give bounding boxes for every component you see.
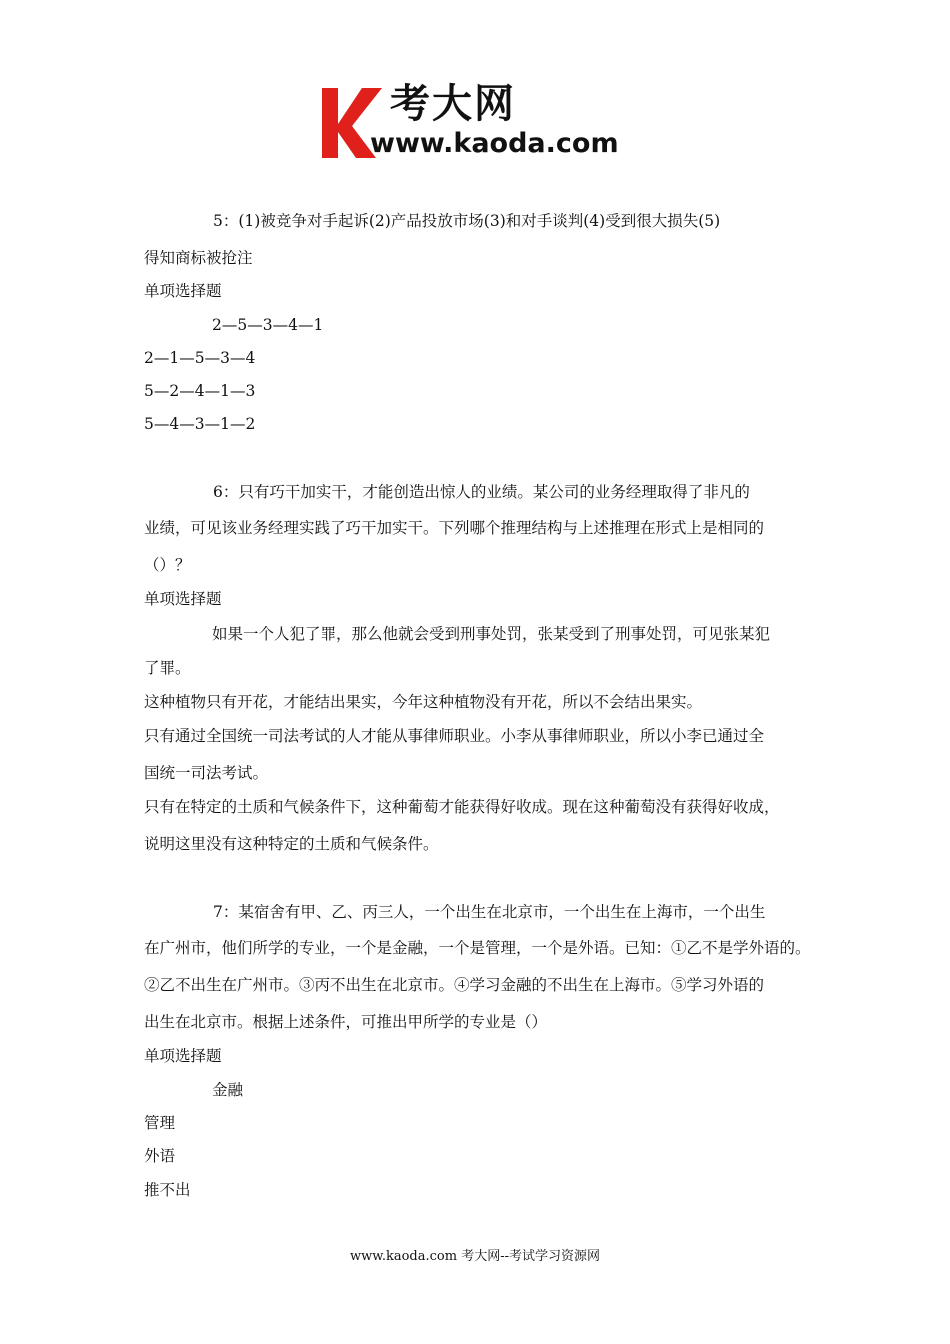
- question-5-option-a: 2—5—3—4—1: [212, 316, 324, 334]
- question-6-type-label: 单项选择题: [144, 590, 222, 608]
- question-stem-text: 某宿舍有甲、乙、丙三人，一个出生在北京市，一个出生在上海市，一个出生: [238, 903, 766, 921]
- question-7-option-a: 金融: [212, 1081, 244, 1099]
- question-5-type-label: 单项选择题: [144, 282, 222, 300]
- question-7-stem-line-2: 在广州市，他们所学的专业，一个是金融，一个是管理，一个是外语。已知：①乙不是学外语的。: [144, 939, 811, 957]
- question-6-option-a-line-1: 如果一个人犯了罪，那么他就会受到刑事处罚，张某受到了刑事处罚，可见张某犯: [212, 625, 771, 643]
- question-6-stem-line-3: （）？: [144, 556, 191, 574]
- logo-brand-text: 考大网: [390, 81, 516, 127]
- question-6-option-c-line-1: 只有通过全国统一司法考试的人才能从事律师职业。小李从事律师职业，所以小李已通过全: [144, 727, 765, 745]
- question-6-option-a-line-2: 了罪。: [144, 659, 191, 677]
- question-6-option-c-line-2: 国统一司法考试。: [144, 764, 269, 782]
- page-footer: www.kaoda.com 考大网--考试学习资源网: [350, 1249, 600, 1264]
- question-6-option-b: 这种植物只有开花，才能结出果实，今年这种植物没有开花，所以不会结出果实。: [144, 693, 703, 711]
- question-number: 5：: [213, 212, 239, 230]
- question-5-option-c: 5—2—4—1—3: [144, 382, 256, 400]
- question-7-option-d: 推不出: [144, 1181, 191, 1199]
- question-stem-text: (1)被竞争对手起诉(2)产品投放市场(3)和对手谈判(4)受到很大损失(5): [238, 212, 721, 230]
- question-5-option-d: 5—4—3—1—2: [144, 415, 256, 433]
- question-6-option-d-line-2: 说明这里没有这种特定的土质和气候条件。: [144, 835, 439, 853]
- question-7-stem-line-4: 出生在北京市。根据上述条件，可推出甲所学的专业是（）: [144, 1013, 548, 1031]
- site-logo: [318, 82, 640, 162]
- question-6-stem-line-2: 业绩，可见该业务经理实践了巧干加实干。下列哪个推理结构与上述推理在形式上是相同的: [144, 519, 765, 537]
- question-stem-text: 只有巧干加实干，才能创造出惊人的业绩。某公司的业务经理取得了非凡的: [238, 483, 750, 501]
- question-number: 6：: [213, 483, 239, 501]
- question-7-option-c: 外语: [144, 1147, 176, 1165]
- question-number: 7：: [213, 903, 239, 921]
- question-6-option-d-line-1: 只有在特定的土质和气候条件下，这种葡萄才能获得好收成。现在这种葡萄没有获得好收成，: [144, 798, 780, 816]
- question-5-option-b: 2—1—5—3—4: [144, 349, 256, 367]
- logo-url-text: www.kaoda.com: [370, 128, 619, 159]
- question-5-stem-line-2: 得知商标被抢注: [144, 249, 253, 267]
- question-7-stem-line-3: ②乙不出生在广州市。③丙不出生在北京市。④学习金融的不出生在上海市。⑤学习外语的: [144, 976, 765, 994]
- question-7-option-b: 管理: [144, 1114, 176, 1132]
- question-7-type-label: 单项选择题: [144, 1047, 222, 1065]
- question-5-stem-line-1: [213, 211, 720, 231]
- question-6-stem-line-1: [213, 482, 750, 502]
- question-7-stem-line-1: [213, 902, 765, 922]
